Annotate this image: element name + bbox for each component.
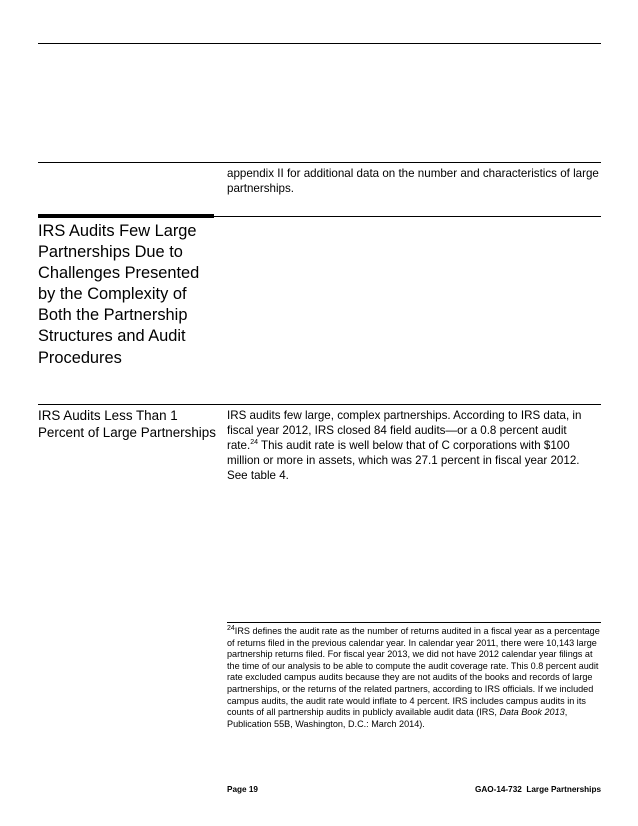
footnote-text-after: , Publication 55B, Washington, D.C.: March 2014). [227,707,568,729]
paragraph-part1: IRS audits few large, complex partnerships. According to IRS data, in fiscal year 2012, IRS closed 84 field audits—or a 0.8 percent audit rate. [227,409,582,452]
report-id: GAO-14-732 Large Partnerships [474,785,601,794]
intro-text: appendix II for additional data on the number and characteristics of large partnerships. [227,167,599,195]
footnote-text-before: IRS defines the audit rate as the number of returns audited in a fiscal year as a percentage of returns filed in the previous calendar year. In calendar year 2011, there were 10,143 large partnership returns filed. For fiscal year 2013, we did not have 2012 calendar year filings at the time of our analysis to be able to compute the audit coverage rate. This 0.8 percent audit rate excluded campus audits because they are not audits of the books and records of large partnerships, or the returns of the related partners, according to IRS officials. If we included campus audits, the audit rate would inflate to 4 percent. IRS includes campus audits in its counts of all partnership audits in publicly available audit data (IRS, [227,626,600,718]
intro-paragraph [227,166,599,196]
paragraph-part2: This audit rate is well below that of C corporations with $100 million or more in assets, which was 27.1 percent in fiscal year 2012. See table 4. [227,439,580,482]
intro-rule [38,162,601,163]
page-number: Page 19 [227,785,258,794]
subsection-paragraph [227,408,599,483]
top-rule [38,43,601,44]
section-rule [214,216,601,217]
footnote-italic-title: Data Book 2013 [499,707,565,718]
footnote-number: 24 [227,624,235,632]
subsection-heading: IRS Audits Less Than 1 Percent of Large Partnerships [38,408,216,440]
subsection-rule [38,404,601,405]
section-heading: IRS Audits Few Large Partnerships Due to Challenges Presented by the Complexity of Both the Partnership Structures and Audit Procedures [38,222,200,367]
footnote [227,626,601,730]
footnote-reference: 24 [250,439,258,447]
footnote-rule [227,622,601,623]
section-heading-bar [38,214,214,218]
